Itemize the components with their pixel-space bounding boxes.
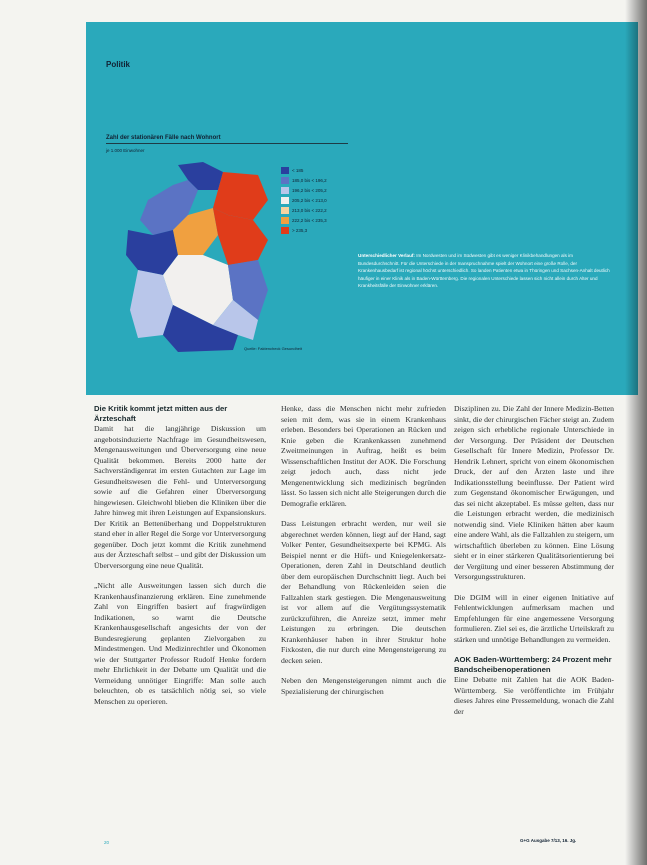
page-number: 20 <box>104 840 110 845</box>
map-legend <box>281 165 327 235</box>
paragraph: Dass Leistungen erbracht werden, nur weil sie abgerechnet werden können, liegt auf der Hand, sagt Volker Penter, Gesundheitsexperte bei KPMG. Als Beispiel nennt er die Hüft- und Kniegelenkersatz-Operationen, deren Zahl in Deutschland deutlich über dem europäischen Durchschnitt liegt. Auch bei der Behandlung von Rückenleiden seien die Fallzahlen stark gestiegen. Die Mengenausweitung ist vor allem auf die Vergütungssystematik zurückzuführen, die Anreize setzt, immer mehr Leistungen zu erbringen. Die deutschen Krankenhäuser haben in ihrer Struktur hohe Fixkosten, die nur durch eine Mengensteigerung zu decken seien. <box>281 519 446 665</box>
page-gutter-shadow <box>625 0 647 865</box>
legend-swatch <box>281 187 289 194</box>
paragraph: „Nicht alle Ausweitungen lassen sich durch die Krankenhausfinanzierung erklären. Eine zunehmende Zahl von Eingriffen basiert auf fragwürdigen Indikationen, so warnt die Deutsche Krankenhausgesellschaft angesichts der von der Bundesregierung geplanten Zielvorgaben zu Mindestmengen. Und Medizinrechtler und Ökonomen wie der Stuttgarter Professor Rudolf Henke fordern mehr Ehrlichkeit in der Debatte um Qualität und die Vermeidung unnötiger Eingriffe: Man solle auch beleuchten, ob es tatsächlich nötig sei, so viele Menschen zu operieren. <box>94 581 266 706</box>
paragraph: Die DGIM will in einer eigenen Initiative auf Fehlentwicklungen aufmerksam machen und Empfehlungen für eine angemessene Versorgung formulieren. Ziel sei es, die ärztliche Urteilskraft zu stärken und unnötige Behandlungen zu vermeiden. <box>454 592 614 644</box>
germany-region-map <box>118 160 278 355</box>
map-title: Zahl der stationären Fälle nach Wohnort <box>106 135 221 141</box>
legend-label: < 185 <box>292 167 304 173</box>
legend-item <box>281 225 327 235</box>
legend-item <box>281 215 327 225</box>
legend-item <box>281 205 327 215</box>
legend-swatch <box>281 177 289 184</box>
caption-lead: Unterschiedlicher Verlauf: <box>358 253 415 258</box>
paragraph: Eine Debatte mit Zahlen hat die AOK Baden-Württemberg. Sie veröffentlichte im Frühjahr dieses Jahres eine Pressemeldung, wonach die Zahl der <box>454 675 614 716</box>
legend-item <box>281 165 327 175</box>
map-caption <box>358 252 614 290</box>
paragraph: Disziplinen zu. Die Zahl der Innere Medizin-Betten sinkt, die der chirurgischen Fächer steigt an. Zudem zeigen sich erhebliche regionale Unterschiede in der Versorgung. Der Präsident der Deutschen Gesellschaft für Innere Medizin, Professor Dr. Hendrik Lehnert, spricht von einem ökonomischen Druck, der auf den Ärzten laste und ihre Indikationsstellung beeinflusse. Der Patient wird zum Gegenstand ökonomischer Erwägungen, und das sei nicht akzeptabel. Es müsse gelten, dass nur die Leistungen erbracht werden, die medizinisch notwendig sind. Viele Kliniken hätten aber kaum eine andere Wahl, als die Fallzahlen zu steigern, um wirtschaftlich überleben zu können. Eine Lösung sieht er in einer stärkeren Qualitätsorientierung bei der Vergütung und einer besseren Abstimmung der Versorgungsstrukturen. <box>454 404 614 581</box>
map-source: Quelle: Faktencheck Gesundheit <box>244 346 303 351</box>
legend-swatch <box>281 227 289 234</box>
legend-item <box>281 195 327 205</box>
caption-text: Im Nordwesten und im Südwesten gibt es weniger Klinikbehandlungen als im Bundesdurchschnitt. Für die Unterschiede in der Inanspruchnahme spielt der Wohnort eine große Rolle, der Krankenhausbedarf ist regional höchst unterschiedlich. So landen Patienten etwa in Thüringen und Sachsen-Anhalt deutlich häufiger in einer Klinik als in Baden-Württemberg. Die regionalen Unterschiede lassen sich nicht allein durch Alter und Krankheitsfälle der Einwohner erklären. <box>358 253 610 289</box>
legend-label: > 235,3 <box>292 227 308 233</box>
article-column-2 <box>281 404 446 707</box>
legend-swatch <box>281 197 289 204</box>
article-column-3 <box>454 404 614 727</box>
legend-label: 185,0 bis < 196,2 <box>292 177 327 183</box>
section-label: Politik <box>106 60 131 69</box>
map-title-rule <box>106 143 348 144</box>
legend-item <box>281 185 327 195</box>
legend-label: 205,2 bis < 213,0 <box>292 197 327 203</box>
legend-label: 222,2 bis < 235,3 <box>292 217 327 223</box>
article-heading: Die Kritik kommt jetzt mitten aus der Ärzteschaft <box>94 404 228 423</box>
paragraph: Henke, dass die Menschen nicht mehr zufrieden seien mit dem, was sie in einem Krankenhaus erleben. Besonders bei Operationen an Rücken und Knie geben die Krankenkassen zunehmend Zweitmeinungen in Auftrag, heißt es beim Wissenschaftlichen Institut der AOK. Die Forschung zeigt jedoch auch, dass nicht jede Mengenentwicklung sich medizinisch begründen lässt. So lassen sich nicht alle Steigerungen durch die Demografie erklären. <box>281 404 446 508</box>
legend-swatch <box>281 207 289 214</box>
article-column-1 <box>94 404 266 717</box>
legend-swatch <box>281 167 289 174</box>
legend-label: 196,2 bis < 205,2 <box>292 187 327 193</box>
legend-swatch <box>281 217 289 224</box>
map-subtitle: je 1.000 Einwohner <box>106 148 145 153</box>
paragraph: Neben den Mengensteigerungen nimmt auch die Spezialisierung der chirurgischen <box>281 676 446 696</box>
legend-label: 213,0 bis < 222,2 <box>292 207 327 213</box>
magazine-footer: G+G Ausgabe 7/13, 16. Jg. <box>520 838 577 843</box>
article-subheading: AOK Baden-Württemberg: 24 Prozent mehr Bandscheibenoperationen <box>454 655 612 674</box>
legend-item <box>281 175 327 185</box>
paragraph: Damit hat die langjährige Diskussion um angebotsinduzierte Nachfrage im Gesundheitswesen, Mengenausweitungen und Überversorgung eine neue Qualität bekommen. Bereits 2000 hatte der Sachverständigenrat im ersten Gutachten zur Lage im Gesundheitswesen die Fehl- und Unterversorgung sowie auf die Gefahren einer Überversorgung hingewiesen. Gleichwohl blieben die Kliniken über die Jahre hinweg mit ihren Leistungen auf Expansionskurs. Der Kritik an Bettenüberhang und Doppelstrukturen stand eher in aller Regel die Sorge vor Unterversorgung gegenüber. Doch jetzt kommt die Kritik zunehmend aus der Ärzteschaft selbst – und gibt der Diskussion um Überversorgung eine neue Qualität. <box>94 424 266 570</box>
